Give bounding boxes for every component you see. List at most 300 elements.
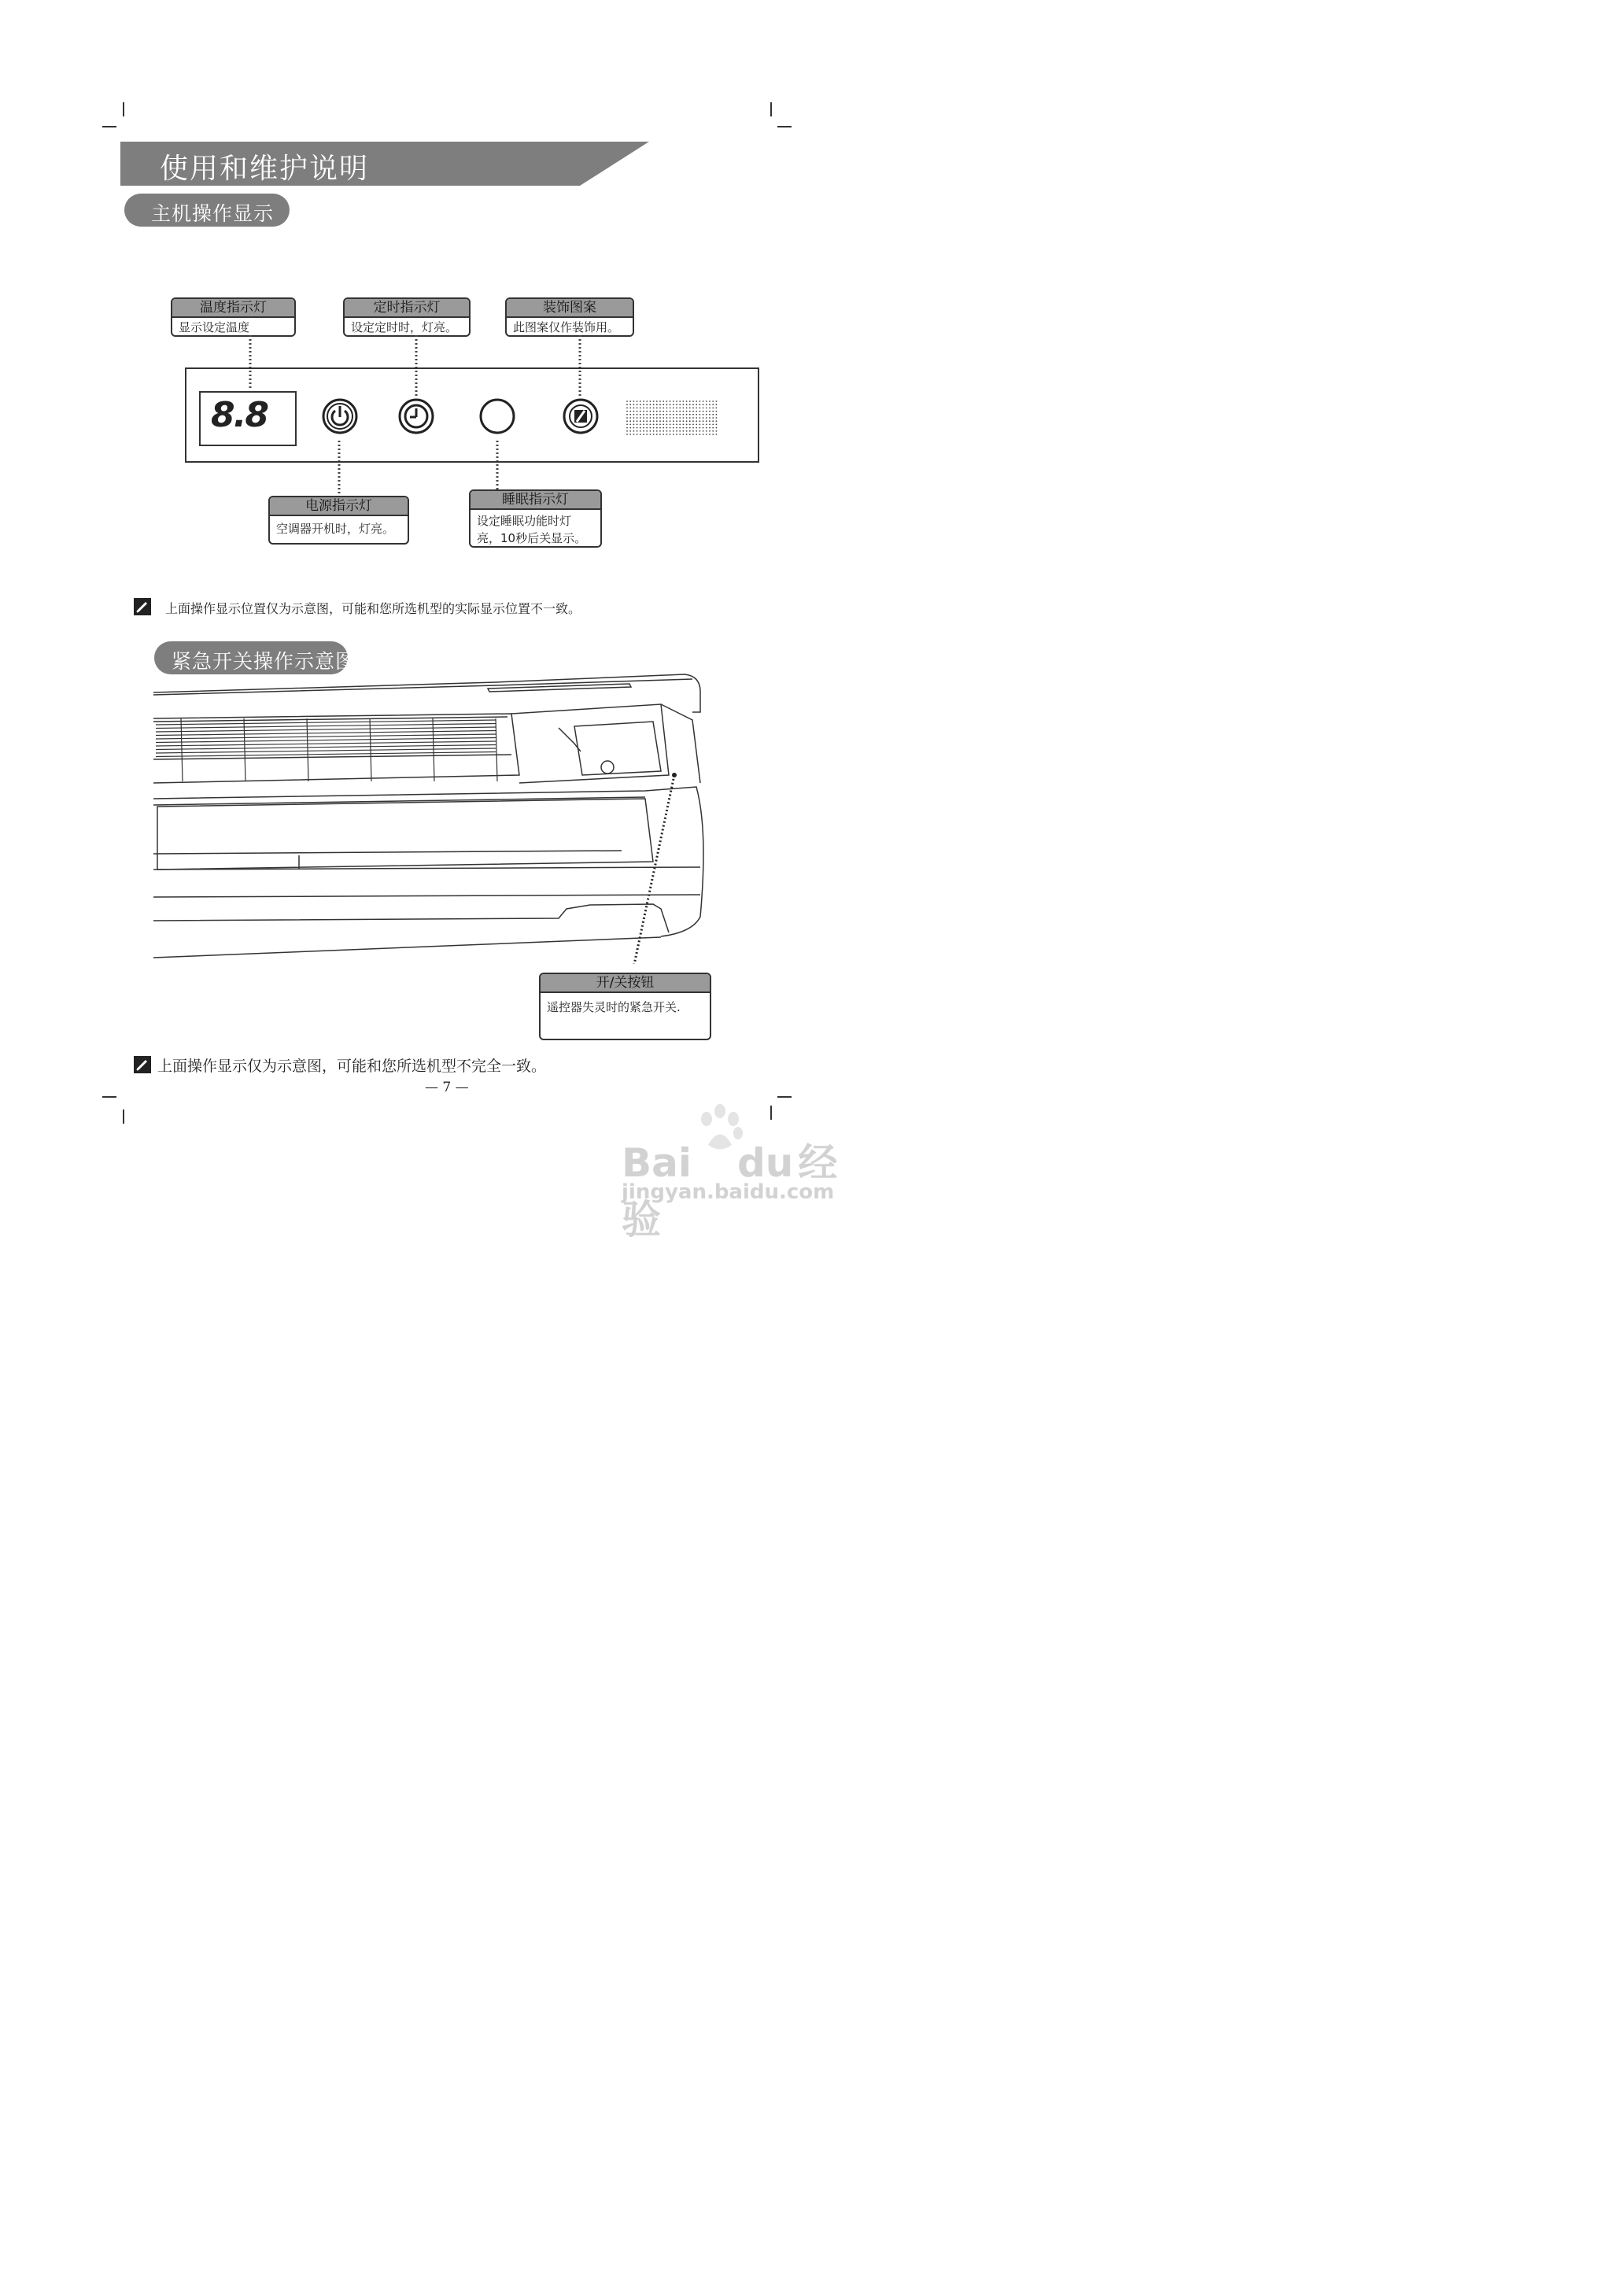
moon-stars-icon xyxy=(478,397,516,435)
grille-dot xyxy=(716,408,718,409)
grille-dot xyxy=(643,420,644,422)
grille-dot xyxy=(670,401,671,402)
grille-dot xyxy=(673,408,674,409)
grille-dot xyxy=(683,404,685,405)
grille-dot xyxy=(670,420,671,422)
grille-dot xyxy=(716,401,718,402)
crop-mark xyxy=(777,1096,792,1098)
grille-dot xyxy=(692,417,694,419)
grille-dot xyxy=(699,408,701,409)
grille-dot xyxy=(656,430,658,432)
grille-dot xyxy=(716,417,718,419)
grille-dot xyxy=(699,404,701,405)
grille-dot xyxy=(696,408,697,409)
grille-dot xyxy=(666,404,668,405)
grille-dot xyxy=(712,414,714,415)
grille-dot xyxy=(706,420,707,422)
decoration-icon xyxy=(562,397,600,435)
grille-dot xyxy=(629,417,631,419)
page-number-dash-left: — xyxy=(425,1080,443,1095)
grille-dot xyxy=(653,427,655,429)
grille-dot xyxy=(709,404,710,405)
label-timer-desc: 设定定时时，灯亮。 xyxy=(351,320,458,334)
label-power-title: 电源指示灯 xyxy=(270,497,408,516)
crop-mark xyxy=(102,1096,116,1098)
air-conditioner-diagram xyxy=(149,673,716,964)
label-temperature-title: 温度指示灯 xyxy=(172,299,294,318)
grille-dot xyxy=(686,411,688,412)
grille-dot xyxy=(640,424,641,426)
grille-dot xyxy=(716,420,718,422)
grille-dot xyxy=(650,404,651,405)
grille-dot xyxy=(683,417,685,419)
grille-dot xyxy=(643,401,644,402)
grille-dot xyxy=(637,414,638,415)
grille-dot xyxy=(633,420,635,422)
grille-dot xyxy=(712,417,714,419)
grille-dot xyxy=(653,430,655,432)
grille-dot xyxy=(709,430,710,432)
grille-dot xyxy=(659,434,661,435)
grille-dot xyxy=(699,430,701,432)
grille-dot xyxy=(663,417,664,419)
svg-text:✦: ✦ xyxy=(501,417,506,423)
grille-dot xyxy=(689,420,691,422)
grille-dot xyxy=(712,408,714,409)
grille-dot xyxy=(679,434,681,435)
grille-dot xyxy=(650,411,651,412)
grille-dot xyxy=(633,424,635,426)
grille-dot xyxy=(686,401,688,402)
grille-dot xyxy=(706,434,707,435)
grille-dot xyxy=(650,414,651,415)
grille-dot xyxy=(699,434,701,435)
grille-dot xyxy=(676,430,677,432)
filter-rib xyxy=(496,718,497,781)
grille-dot xyxy=(696,434,697,435)
grille-dot xyxy=(689,424,691,426)
grille-dot xyxy=(696,414,697,415)
label-power-desc: 空调器开机时，灯亮。 xyxy=(276,522,395,536)
grille-dot xyxy=(633,408,635,409)
label-sleep xyxy=(469,489,602,548)
grille-dot xyxy=(653,408,655,409)
grille-dot xyxy=(670,424,671,426)
grille-dot xyxy=(626,430,628,432)
grille-dot xyxy=(673,404,674,405)
grille-dot xyxy=(626,411,628,412)
grille-dot xyxy=(703,401,704,402)
grille-dot xyxy=(676,427,677,429)
label-power-button-desc: 遥控器失灵时的紧急开关. xyxy=(547,1000,681,1014)
label-sleep-title: 睡眠指示灯 xyxy=(471,491,600,510)
grille-dot xyxy=(712,404,714,405)
grille-dot xyxy=(683,414,685,415)
grille-dot xyxy=(646,427,648,429)
grille-dot xyxy=(676,424,677,426)
grille-dot xyxy=(656,404,658,405)
grille-dot xyxy=(670,411,671,412)
grille-dot xyxy=(656,434,658,435)
grille-dot xyxy=(629,414,631,415)
grille-dot xyxy=(643,430,644,432)
grille-dot xyxy=(676,414,677,415)
grille-dot xyxy=(709,434,710,435)
watermark-brand-a: Bai xyxy=(622,1140,692,1186)
section-heading-display-text: 主机操作显示 xyxy=(151,202,275,225)
grille-dot xyxy=(640,427,641,429)
grille-dot xyxy=(659,427,661,429)
filter-rib xyxy=(244,718,245,781)
grille-dot xyxy=(650,417,651,419)
grille-dot xyxy=(629,427,631,429)
grille-dot xyxy=(696,401,697,402)
grille-dot xyxy=(663,427,664,429)
grille-dot xyxy=(696,417,697,419)
grille-dot xyxy=(689,404,691,405)
grille-dot xyxy=(683,420,685,422)
grille-dot xyxy=(670,430,671,432)
grille-dot xyxy=(679,424,681,426)
grille-dot xyxy=(666,408,668,409)
grille-dot xyxy=(703,420,704,422)
grille-dot xyxy=(637,430,638,432)
grille-dot xyxy=(626,414,628,415)
grille-dot xyxy=(679,427,681,429)
grille-dot xyxy=(653,434,655,435)
grille-dot xyxy=(646,417,648,419)
grille-dot xyxy=(650,401,651,402)
grille-dot xyxy=(637,404,638,405)
grille-dot xyxy=(696,420,697,422)
grille-dot xyxy=(716,427,718,429)
grille-dot xyxy=(629,401,631,402)
svg-text:✦: ✦ xyxy=(497,411,504,419)
grille-dot xyxy=(650,420,651,422)
grille-dot xyxy=(656,417,658,419)
grille-dot xyxy=(626,424,628,426)
grille-dot xyxy=(689,414,691,415)
grille-dot xyxy=(703,424,704,426)
grille-dot xyxy=(670,414,671,415)
grille-dot xyxy=(679,404,681,405)
grille-dot xyxy=(643,411,644,412)
grille-dot xyxy=(683,434,685,435)
grille-dot xyxy=(663,414,664,415)
grille-dot xyxy=(626,427,628,429)
grille-dot xyxy=(673,427,674,429)
grille-dot xyxy=(640,414,641,415)
grille-dot xyxy=(643,408,644,409)
grille-dot xyxy=(663,408,664,409)
grille-dot xyxy=(679,420,681,422)
grille-dot xyxy=(709,408,710,409)
grille-dot xyxy=(712,401,714,402)
grille-dot xyxy=(706,404,707,405)
grille-dot xyxy=(653,417,655,419)
grille-dot xyxy=(663,420,664,422)
grille-dot xyxy=(666,417,668,419)
grille-dot xyxy=(643,424,644,426)
grille-dot xyxy=(633,404,635,405)
grille-dot xyxy=(666,430,668,432)
grille-dot xyxy=(716,424,718,426)
grille-dot xyxy=(659,404,661,405)
grille-dot xyxy=(640,430,641,432)
grille-dot xyxy=(663,401,664,402)
power-icon xyxy=(321,397,359,435)
grille-dot xyxy=(646,411,648,412)
grille-dot xyxy=(640,408,641,409)
grille-dot xyxy=(712,427,714,429)
grille-dot xyxy=(673,411,674,412)
grille-dot xyxy=(659,414,661,415)
grille-dot xyxy=(683,427,685,429)
grille-dot xyxy=(663,434,664,435)
grille-dot xyxy=(699,411,701,412)
grille-dot xyxy=(686,417,688,419)
grille-dot xyxy=(676,434,677,435)
grille-dot xyxy=(650,408,651,409)
speaker-grille xyxy=(626,400,718,436)
grille-dot xyxy=(666,427,668,429)
grille-dot xyxy=(676,404,677,405)
grille-dot xyxy=(637,401,638,402)
grille-dot xyxy=(703,427,704,429)
grille-dot xyxy=(716,404,718,405)
grille-dot xyxy=(670,404,671,405)
grille-dot xyxy=(653,411,655,412)
grille-dot xyxy=(626,420,628,422)
pen-icon xyxy=(134,598,151,615)
grille-dot xyxy=(673,424,674,426)
grille-dot xyxy=(629,424,631,426)
grille-dot xyxy=(676,408,677,409)
grille-dot xyxy=(643,417,644,419)
grille-dot xyxy=(679,417,681,419)
grille-dot xyxy=(673,414,674,415)
grille-dot xyxy=(716,414,718,415)
grille-dot xyxy=(633,411,635,412)
grille-dot xyxy=(689,408,691,409)
crop-mark xyxy=(770,1106,772,1120)
grille-dot xyxy=(696,427,697,429)
grille-dot xyxy=(692,420,694,422)
grille-dot xyxy=(629,420,631,422)
grille-dot xyxy=(686,414,688,415)
grille-dot xyxy=(706,408,707,409)
grille-dot xyxy=(653,420,655,422)
grille-dot xyxy=(633,401,635,402)
grille-dot xyxy=(633,417,635,419)
grille-dot xyxy=(692,427,694,429)
grille-dot xyxy=(670,417,671,419)
watermark-brand-c: 经验 xyxy=(622,1140,838,1243)
grille-dot xyxy=(703,408,704,409)
grille-dot xyxy=(686,420,688,422)
label-timer-title: 定时指示灯 xyxy=(345,299,469,318)
grille-dot xyxy=(703,411,704,412)
grille-dot xyxy=(646,414,648,415)
page-title: 使用和维护说明 xyxy=(160,153,370,185)
grille-dot xyxy=(686,434,688,435)
grille-dot xyxy=(643,414,644,415)
grille-dot xyxy=(683,411,685,412)
grille-dot xyxy=(673,420,674,422)
grille-dot xyxy=(689,401,691,402)
grille-dot xyxy=(692,434,694,435)
display-note: 上面操作显示位置仅为示意图，可能和您所选机型的实际显示位置不一致。 xyxy=(165,601,581,616)
grille-dot xyxy=(676,417,677,419)
grille-dot xyxy=(699,420,701,422)
grille-dot xyxy=(643,434,644,435)
grille-dot xyxy=(706,430,707,432)
grille-dot xyxy=(659,424,661,426)
grille-dot xyxy=(679,414,681,415)
grille-dot xyxy=(626,417,628,419)
grille-dot xyxy=(706,401,707,402)
grille-dot xyxy=(656,424,658,426)
grille-dot xyxy=(640,404,641,405)
grille-dot xyxy=(696,411,697,412)
grille-dot xyxy=(643,427,644,429)
grille-dot xyxy=(692,430,694,432)
grille-dot xyxy=(670,408,671,409)
grille-dot xyxy=(686,404,688,405)
grille-dot xyxy=(637,411,638,412)
grille-dot xyxy=(650,434,651,435)
grille-dot xyxy=(689,427,691,429)
grille-dot xyxy=(656,420,658,422)
grille-dot xyxy=(712,430,714,432)
grille-dot xyxy=(646,408,648,409)
grille-dot xyxy=(692,424,694,426)
grille-dot xyxy=(646,404,648,405)
grille-dot xyxy=(709,411,710,412)
grille-dot xyxy=(689,411,691,412)
grille-dot xyxy=(673,417,674,419)
grille-dot xyxy=(696,404,697,405)
watermark-brand-b: du xyxy=(737,1140,794,1186)
grille-dot xyxy=(686,424,688,426)
label-temperature-desc: 显示设定温度 xyxy=(179,320,250,334)
grille-dot xyxy=(637,424,638,426)
grille-dot xyxy=(679,430,681,432)
grille-dot xyxy=(673,430,674,432)
grille-dot xyxy=(709,417,710,419)
grille-dot xyxy=(679,408,681,409)
grille-dot xyxy=(670,427,671,429)
grille-dot xyxy=(663,424,664,426)
grille-dot xyxy=(683,408,685,409)
grille-dot xyxy=(683,424,685,426)
grille-dot xyxy=(716,430,718,432)
grille-dot xyxy=(706,417,707,419)
clock-icon xyxy=(397,397,435,435)
grille-dot xyxy=(676,420,677,422)
grille-dot xyxy=(663,411,664,412)
grille-dot xyxy=(629,411,631,412)
section-heading-emergency-text: 紧急开关操作示意图 xyxy=(172,650,356,673)
grille-dot xyxy=(646,424,648,426)
grille-dot xyxy=(637,434,638,435)
grille-dot xyxy=(656,401,658,402)
grille-dot xyxy=(656,411,658,412)
grille-dot xyxy=(666,434,668,435)
grille-dot xyxy=(679,411,681,412)
grille-dot xyxy=(666,420,668,422)
grille-dot xyxy=(653,404,655,405)
grille-dot xyxy=(659,408,661,409)
grille-dot xyxy=(686,430,688,432)
grille-dot xyxy=(656,414,658,415)
grille-dot xyxy=(629,404,631,405)
grille-dot xyxy=(640,411,641,412)
grille-dot xyxy=(633,427,635,429)
grille-dot xyxy=(706,427,707,429)
pen-icon xyxy=(134,1056,151,1073)
grille-dot xyxy=(650,424,651,426)
grille-dot xyxy=(679,401,681,402)
grille-dot xyxy=(709,420,710,422)
grille-dot xyxy=(712,424,714,426)
grille-dot xyxy=(637,427,638,429)
label-power-button xyxy=(539,973,711,1040)
grille-dot xyxy=(692,404,694,405)
grille-dot xyxy=(699,427,701,429)
label-sleep-desc-line1: 设定睡眠功能时灯 xyxy=(477,514,572,528)
grille-dot xyxy=(646,430,648,432)
grille-dot xyxy=(629,430,631,432)
grille-dot xyxy=(650,427,651,429)
emergency-note: 上面操作显示仅为示意图，可能和您所选机型不完全一致。 xyxy=(157,1058,547,1075)
grille-dot xyxy=(712,420,714,422)
grille-dot xyxy=(696,430,697,432)
grille-dot xyxy=(683,401,685,402)
grille-dot xyxy=(673,434,674,435)
grille-dot xyxy=(686,427,688,429)
label-sleep-desc-line2: 亮，10秒后关显示。 xyxy=(477,531,587,545)
label-power xyxy=(268,496,409,545)
grille-dot xyxy=(676,411,677,412)
grille-dot xyxy=(626,434,628,435)
grille-dot xyxy=(653,424,655,426)
grille-dot xyxy=(689,434,691,435)
grille-dot xyxy=(656,408,658,409)
label-decoration-title: 装饰图案 xyxy=(507,299,633,318)
grille-dot xyxy=(712,411,714,412)
grille-dot xyxy=(716,434,718,435)
grille-dot xyxy=(626,408,628,409)
grille-dot xyxy=(646,401,648,402)
grille-dot xyxy=(703,434,704,435)
grille-dot xyxy=(699,401,701,402)
grille-dot xyxy=(706,414,707,415)
page-number-value: 7 xyxy=(442,1080,452,1095)
grille-dot xyxy=(650,430,651,432)
grille-dot xyxy=(659,401,661,402)
grille-dot xyxy=(709,424,710,426)
grille-dot xyxy=(646,434,648,435)
label-decoration-desc: 此图案仅作装饰用。 xyxy=(513,320,620,334)
grille-dot xyxy=(683,430,685,432)
grille-dot xyxy=(643,404,644,405)
grille-dot xyxy=(666,424,668,426)
grille-dot xyxy=(692,411,694,412)
grille-dot xyxy=(633,430,635,432)
grille-dot xyxy=(626,401,628,402)
grille-dot xyxy=(637,420,638,422)
